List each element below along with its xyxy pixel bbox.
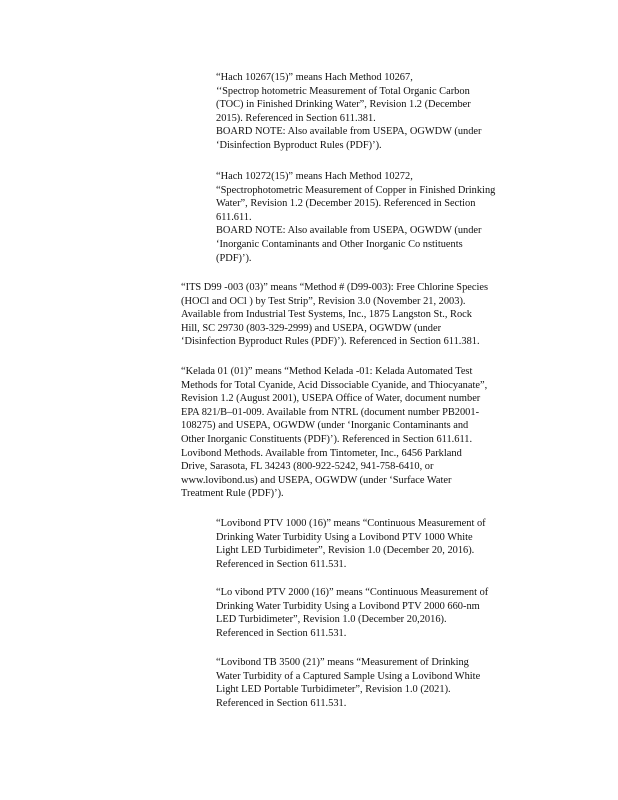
paragraph-lovibond-ptv-2000 — [216, 586, 530, 640]
text-line: Available from Industrial Test Systems, Inc., 1875 Langston St., Rock — [181, 309, 472, 321]
paragraph-hach-10267 — [216, 71, 530, 153]
text-line: Drinking Water Turbidity Using a Lovibond PTV 2000 660-nm — [216, 600, 480, 612]
text-line: ‘Inorganic Contaminants and Other Inorganic Co nstituents — [216, 238, 463, 250]
text-line: Hill, SC 29730 (803-329-2999) and USEPA, OGWDW (under — [181, 322, 442, 334]
text-line: “Lo vibond PTV 2000 (16)” means “Continuous Measurement of — [216, 587, 489, 598]
paragraph-lovibond-ptv-1000 — [216, 517, 530, 571]
text-line: Revision 1.2 (August 2001), USEPA Office of Water, document number — [181, 393, 481, 405]
text-line: Referenced in Section 611.531. — [216, 697, 347, 709]
text-line: ‘Disinfection Byproduct Rules (PDF)’). Referenced in Section 611.381. — [181, 336, 480, 348]
text-line: 2015). Referenced in Section 611.381. — [216, 112, 376, 124]
paragraph-kelada-01 — [181, 365, 530, 501]
text-line: ‘Disinfection Byproduct Rules (PDF)’). — [216, 139, 382, 151]
text-line: BOARD NOTE: Also available from USEPA, OGWDW (under — [216, 225, 482, 237]
text-line: Referenced in Section 611.531. — [216, 627, 347, 639]
text-line: “Lovibond PTV 1000 (16)” means “Continuous Measurement of — [216, 518, 486, 529]
text-line: LED Turbidimeter”, Revision 1.0 (December 20,2016). — [216, 614, 447, 626]
text-line: “Kelada 01 (01)” means “Method Kelada -01: Kelada Automated Test — [181, 366, 473, 377]
text-line: Water”, Revision 1.2 (December 2015). Referenced in Section — [216, 198, 476, 210]
text-line: (TOC) in Finished Drinking Water”, Revision 1.2 (December — [216, 99, 471, 111]
text-line: Other Inorganic Constituents (PDF)’). Referenced in Section 611.611. — [181, 433, 473, 445]
text-line: EPA 821/B–01-009. Available from NTRL (document number PB2001- — [181, 406, 480, 418]
text-line: Drinking Water Turbidity Using a Lovibond PTV 1000 White — [216, 531, 473, 543]
text-line: Light LED Turbidimeter”, Revision 1.0 (December 20, 2016). — [216, 545, 475, 557]
text-line: Referenced in Section 611.531. — [216, 558, 347, 570]
text-line: (HOCl and OCl ) by Test Strip”, Revision 3.0 (November 21, 2003). — [181, 295, 466, 307]
paragraph-its-d99 — [181, 281, 530, 349]
text-line: 108275) and USEPA, OGWDW (under ‘Inorganic Contaminants and — [181, 420, 469, 432]
text-line: “Hach 10272(15)” means Hach Method 10272, — [216, 171, 413, 182]
text-line: “Spectrophotometric Measurement of Copper in Finished Drinking — [216, 184, 496, 196]
paragraph-hach-10272 — [216, 170, 530, 265]
text-line: Methods for Total Cyanide, Acid Dissociable Cyanide, and Thiocyanate”, — [181, 379, 488, 391]
paragraph-lovibond-tb-3500 — [216, 656, 530, 710]
text-line: www.lovibond.us) and USEPA, OGWDW (under ‘Surface Water — [181, 474, 452, 486]
text-line: “ITS D99 -003 (03)” means “Method # (D99-003): Free Chlorine Species — [181, 282, 489, 293]
text-line: Lovibond Methods. Available from Tintometer, Inc., 6456 Parkland — [181, 447, 462, 459]
text-line: “Lovibond TB 3500 (21)” means “Measurement of Drinking — [216, 657, 469, 668]
text-line: ‘‘Spectrop hotometric Measurement of Total Organic Carbon — [216, 85, 470, 97]
text-line: Drive, Sarasota, FL 34243 (800-922-5242, 941-758-6410, or — [181, 461, 434, 473]
text-line: (PDF)’). — [216, 252, 252, 264]
text-line: Water Turbidity of a Captured Sample Using a Lovibond White — [216, 670, 481, 682]
text-line: Treatment Rule (PDF)’). — [181, 488, 284, 500]
text-line: 611.611. — [216, 211, 252, 223]
text-line: Light LED Portable Turbidimeter”, Revision 1.0 (2021). — [216, 684, 451, 696]
text-line: BOARD NOTE: Also available from USEPA, OGWDW (under — [216, 126, 482, 138]
text-line: “Hach 10267(15)” means Hach Method 10267, — [216, 72, 413, 83]
